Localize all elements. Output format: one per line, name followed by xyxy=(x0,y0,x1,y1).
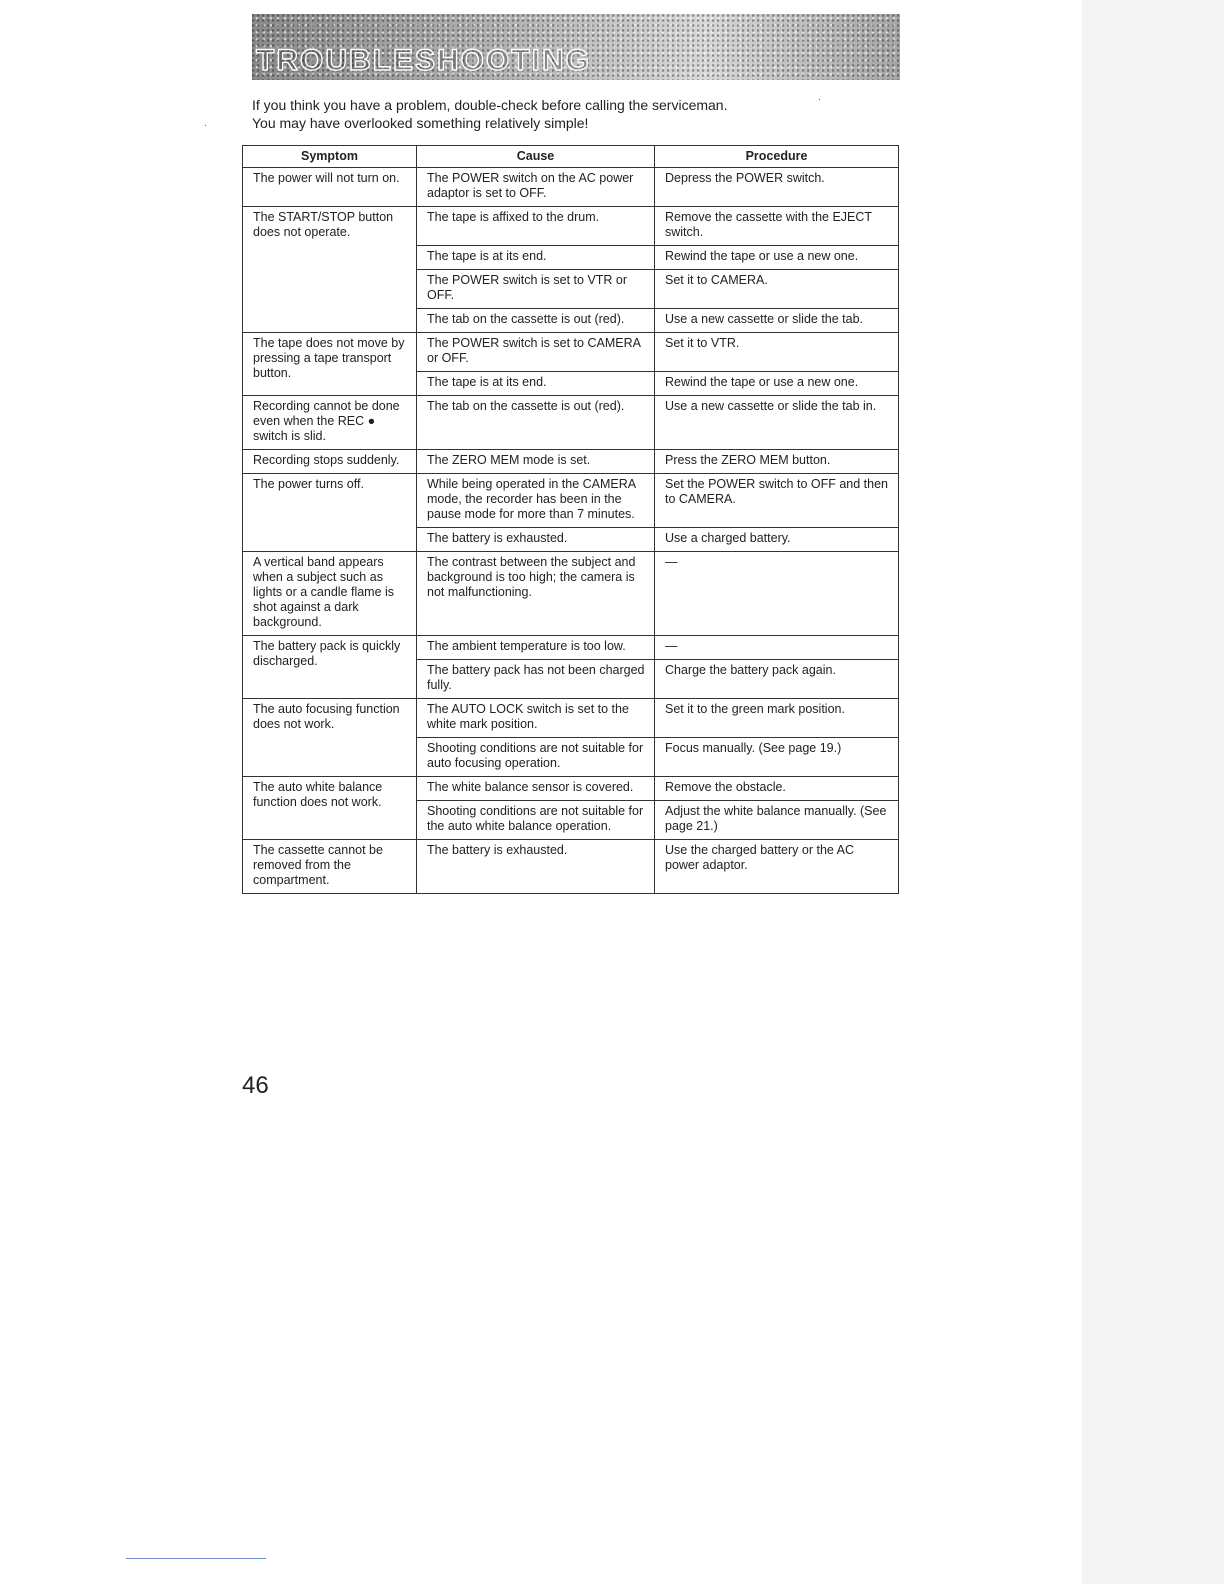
cause-cell: The tape is at its end. xyxy=(417,372,655,396)
symptom-cell: The tape does not move by pressing a tape transport button. xyxy=(243,333,417,396)
procedure-cell: Set it to the green mark position. xyxy=(655,699,899,738)
page-title: TROUBLESHOOTING xyxy=(256,44,591,77)
table-row xyxy=(243,396,899,450)
cause-cell: The POWER switch is set to CAMERA or OFF. xyxy=(417,333,655,372)
cause-cell: The battery is exhausted. xyxy=(417,528,655,552)
symptom-cell: The auto white balance function does not work. xyxy=(243,777,417,840)
table-row xyxy=(243,333,899,372)
cause-cell: The tab on the cassette is out (red). xyxy=(417,309,655,333)
cause-cell: The AUTO LOCK switch is set to the white mark position. xyxy=(417,699,655,738)
symptom-cell: The battery pack is quickly discharged. xyxy=(243,636,417,699)
procedure-cell: Remove the obstacle. xyxy=(655,777,899,801)
symptom-cell: The power will not turn on. xyxy=(243,168,417,207)
header-cause: Cause xyxy=(417,146,655,168)
cause-cell: The POWER switch on the AC power adaptor is set to OFF. xyxy=(417,168,655,207)
cause-cell: Shooting conditions are not suitable for auto focusing operation. xyxy=(417,738,655,777)
procedure-cell: Depress the POWER switch. xyxy=(655,168,899,207)
symptom-cell: The auto focusing function does not work. xyxy=(243,699,417,777)
procedure-cell: — xyxy=(655,552,899,636)
cause-cell: The tape is at its end. xyxy=(417,246,655,270)
procedure-cell: Adjust the white balance manually. (See page 21.) xyxy=(655,801,899,840)
procedure-cell: Rewind the tape or use a new one. xyxy=(655,246,899,270)
page-number: 46 xyxy=(242,1072,269,1099)
symptom-cell: The power turns off. xyxy=(243,474,417,552)
header-procedure: Procedure xyxy=(655,146,899,168)
procedure-cell: Set the POWER switch to OFF and then to CAMERA. xyxy=(655,474,899,528)
table-row xyxy=(243,207,899,246)
procedure-cell: Rewind the tape or use a new one. xyxy=(655,372,899,396)
cause-cell: The white balance sensor is covered. xyxy=(417,777,655,801)
table-row xyxy=(243,699,899,738)
cause-cell: The ZERO MEM mode is set. xyxy=(417,450,655,474)
table-row xyxy=(243,552,899,636)
procedure-cell: — xyxy=(655,636,899,660)
table-row xyxy=(243,168,899,207)
procedure-cell: Set it to CAMERA. xyxy=(655,270,899,309)
cause-cell: The battery pack has not been charged fully. xyxy=(417,660,655,699)
symptom-cell: The cassette cannot be removed from the compartment. xyxy=(243,840,417,894)
procedure-cell: Focus manually. (See page 19.) xyxy=(655,738,899,777)
header-banner xyxy=(252,14,900,80)
symptom-cell: The START/STOP button does not operate. xyxy=(243,207,417,333)
cause-cell: The ambient temperature is too low. xyxy=(417,636,655,660)
symptom-cell: Recording stops suddenly. xyxy=(243,450,417,474)
procedure-cell: Use the charged battery or the AC power adaptor. xyxy=(655,840,899,894)
table-header-row xyxy=(243,146,899,168)
symptom-cell: A vertical band appears when a subject such as lights or a candle flame is shot against a dark background. xyxy=(243,552,417,636)
cause-cell: The tab on the cassette is out (red). xyxy=(417,396,655,450)
symptom-cell: Recording cannot be done even when the REC ● switch is slid. xyxy=(243,396,417,450)
procedure-cell: Use a charged battery. xyxy=(655,528,899,552)
intro-text xyxy=(252,96,728,132)
cause-cell: Shooting conditions are not suitable for the auto white balance operation. xyxy=(417,801,655,840)
cause-cell: The battery is exhausted. xyxy=(417,840,655,894)
procedure-cell: Press the ZERO MEM button. xyxy=(655,450,899,474)
footer-rule xyxy=(126,1558,266,1559)
header-symptom: Symptom xyxy=(243,146,417,168)
cause-cell: The contrast between the subject and background is too high; the camera is not malfunctioning. xyxy=(417,552,655,636)
procedure-cell: Remove the cassette with the EJECT switch. xyxy=(655,207,899,246)
procedure-cell: Set it to VTR. xyxy=(655,333,899,372)
cause-cell: The POWER switch is set to VTR or OFF. xyxy=(417,270,655,309)
procedure-cell: Charge the battery pack again. xyxy=(655,660,899,699)
procedure-cell: Use a new cassette or slide the tab in. xyxy=(655,396,899,450)
page-edge-shadow xyxy=(1082,0,1224,1584)
intro-line: You may have overlooked something relatively simple! xyxy=(252,115,589,131)
table-row xyxy=(243,636,899,660)
table-row xyxy=(243,474,899,528)
scan-speck: . xyxy=(818,92,821,103)
scan-speck: . xyxy=(204,118,207,129)
procedure-cell: Use a new cassette or slide the tab. xyxy=(655,309,899,333)
table-row xyxy=(243,777,899,801)
cause-cell: While being operated in the CAMERA mode, the recorder has been in the pause mode for more than 7 minutes. xyxy=(417,474,655,528)
table-row xyxy=(243,450,899,474)
cause-cell: The tape is affixed to the drum. xyxy=(417,207,655,246)
intro-line: If you think you have a problem, double-check before calling the serviceman. xyxy=(252,97,728,113)
troubleshooting-table xyxy=(242,145,899,894)
table-row xyxy=(243,840,899,894)
